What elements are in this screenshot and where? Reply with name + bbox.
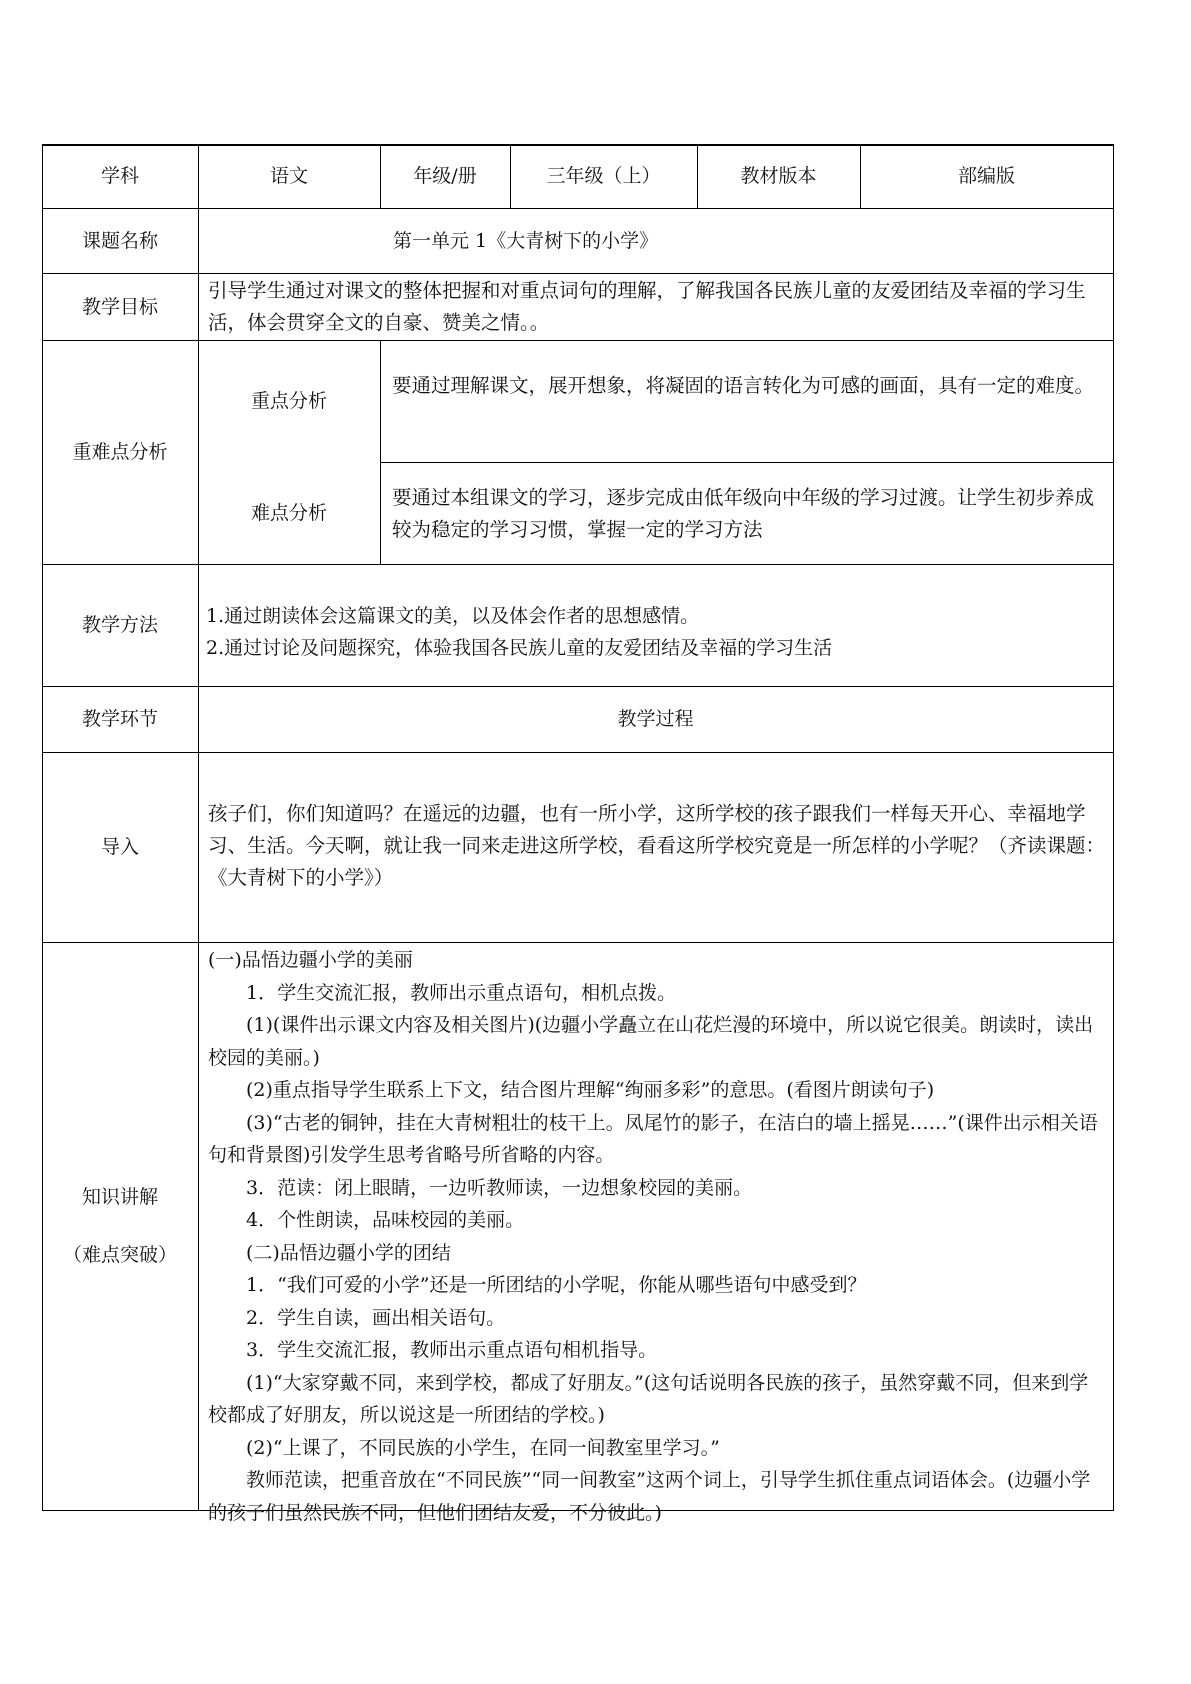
subject-label: 学科 [100,165,139,187]
knowledge-paragraph: (一)品悟边疆小学的美丽 [208,949,413,971]
row-divider [380,462,1114,463]
knowledge-content [208,944,1106,1524]
knowledge-paragraph: 教师范读，把重音放在“不同民族”“同一间教室”这两个词上，引导学生抓住重点词语体会。(边疆小学的孩子们虽然民族不同，但他们团结友爱，不分彼此。) [208,1469,1091,1524]
lesson-title-label: 课题名称 [81,229,158,252]
intro-label: 导入 [100,836,139,858]
knowledge-label-line1: 知识讲解 [81,1186,158,1208]
key-point-label: 重点分析 [250,390,327,412]
process-header-label: 教学环节 [81,708,158,730]
knowledge-label-line2: （难点突破） [62,1244,177,1266]
knowledge-paragraph: 3．范读：闭上眼睛，一边听教师读，一边想象校园的美丽。 [246,1176,753,1199]
knowledge-paragraph: 1．学生交流汇报，教师出示重点语句，相机点拨。 [246,981,677,1004]
difficult-point-label: 难点分析 [250,502,327,524]
difficult-point-text: 要通过本组课文的学习，逐步完成由低年级向中年级的学习过渡。让学生初步养成较为稳定的学习习惯，掌握一定的学习方法 [392,486,1095,541]
row-divider [42,752,1114,753]
grade-label: 年级/册 [413,165,477,187]
edition-value: 部编版 [957,165,1015,187]
knowledge-paragraph: (2)“上课了，不同民族的小学生，在同一间教室里学习。” [246,1436,720,1459]
grade-value: 三年级（上） [546,165,661,187]
table-border-right [1113,144,1114,1510]
lesson-title-value: 第一单元 1《大青树下的小学》 [393,229,659,252]
methods-list [206,600,1106,670]
knowledge-paragraph: (1)(课件出示课文内容及相关图片)(边疆小学矗立在山花烂漫的环境中，所以说它很美。朗读时，读出校园的美丽。) [208,1014,1094,1069]
method-item: 1.通过朗读体会这篇课文的美，以及体会作者的思想感情。 [206,605,700,627]
key-point-text: 要通过理解课文，展开想象，将凝固的语言转化为可感的画面，具有一定的难度。 [392,374,1095,397]
knowledge-paragraph: (二)品悟边疆小学的团结 [246,1241,451,1264]
method-item: 2.通过讨论及问题探究，体验我国各民族儿童的友爱团结及幸福的学习生活 [206,637,833,659]
row-divider [42,942,1114,943]
intro-text: 孩子们，你们知道吗？在遥远的边疆，也有一所小学，这所学校的孩子跟我们一样每天开心、幸福地学习、生活。今天啊，就让我一同来走进这所学校，看看这所学校究竟是一所怎样的小学呢？（齐读课题：《大青树下的小学》） [208,802,1106,889]
knowledge-paragraph: 2．学生自读，画出相关语句。 [246,1306,506,1329]
knowledge-label [42,942,198,1510]
edition-label: 教材版本 [740,165,817,187]
knowledge-paragraph: 1．“我们可爱的小学”还是一所团结的小学呢，你能从哪些语句中感受到？ [246,1274,867,1296]
row-divider [42,273,1114,274]
objective-text: 引导学生通过对课文的整体把握和对重点词句的理解，了解我国各民族儿童的友爱团结及幸福的学习生活，体会贯穿全文的自豪、赞美之情。。 [208,279,1086,334]
analysis-label: 重难点分析 [72,441,168,463]
row-divider [42,564,1114,565]
column-divider [380,340,381,564]
objective-label: 教学目标 [81,295,158,318]
knowledge-paragraph: 4．个性朗读，品味校园的美丽。 [246,1209,525,1231]
knowledge-paragraph: (2)重点指导学生联系上下文，结合图片理解“绚丽多彩”的意思。(看图片朗读句子) [246,1079,935,1101]
process-header-value: 教学过程 [617,708,694,730]
methods-label: 教学方法 [81,614,158,636]
subject-value: 语文 [269,165,308,187]
knowledge-paragraph: (3)“古老的铜钟，挂在大青树粗壮的枝干上。凤尾竹的影子，在洁白的墙上摇晃……”(课件出示相关语句和背景图)引发学生思考省略号所省略的内容。 [208,1111,1098,1166]
knowledge-paragraph: 3．学生交流汇报，教师出示重点语句相机指导。 [246,1339,658,1361]
knowledge-paragraph: (1)“大家穿戴不同，来到学校，都成了好朋友。”(这句话说明各民族的孩子，虽然穿戴不同，但来到学校都成了好朋友，所以说这是一所团结的学校。) [208,1371,1089,1426]
